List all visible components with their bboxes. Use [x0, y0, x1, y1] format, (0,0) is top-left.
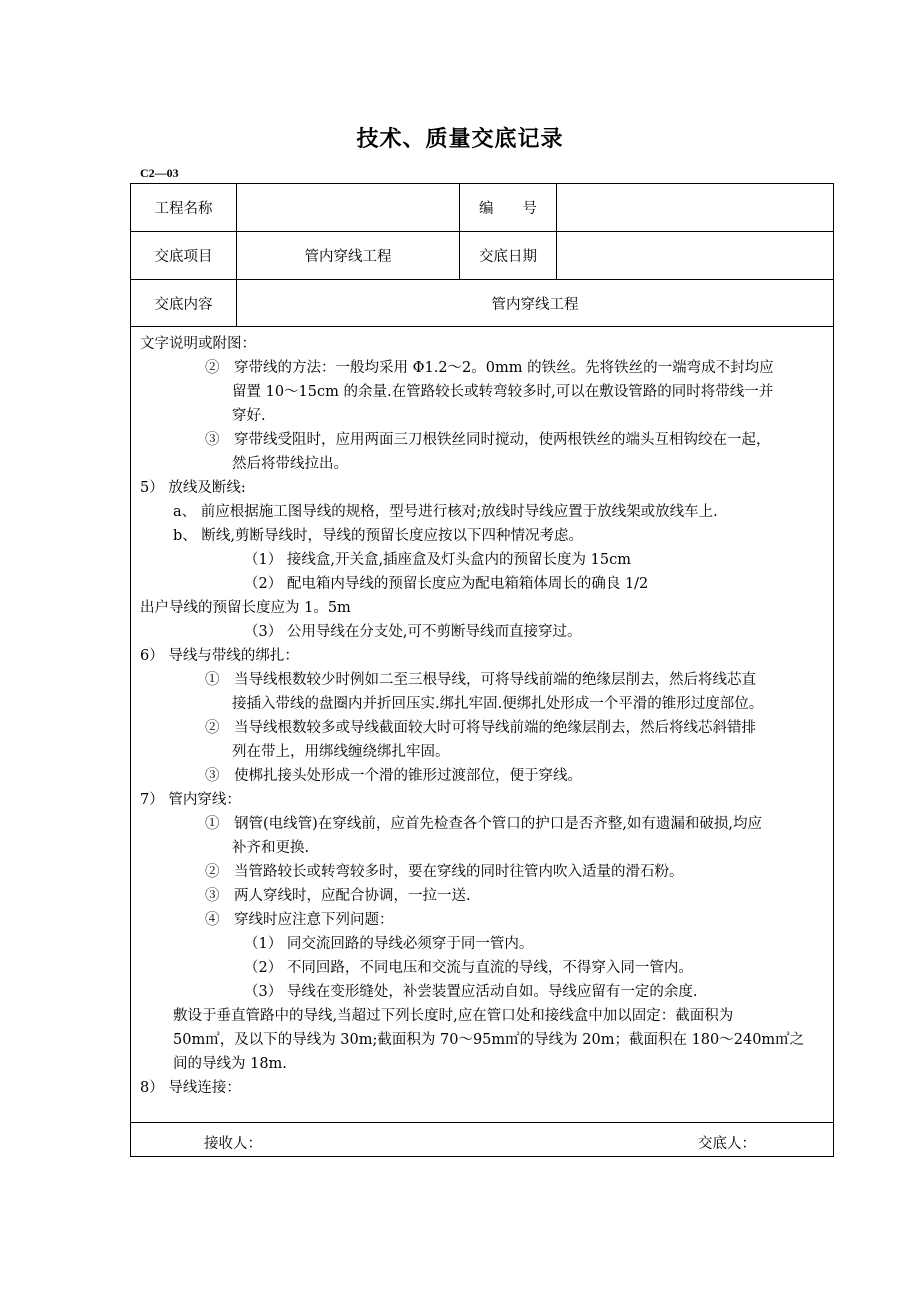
body-line: 补齐和更换.: [232, 840, 310, 856]
project-name-value: [237, 184, 459, 231]
body-line: 然后将带线拉出。: [232, 456, 348, 472]
item-label: 交底项目: [154, 249, 213, 265]
body-line: （2） 不同回路，不同电压和交流与直流的导线，不得穿入同一管内。: [244, 960, 693, 976]
body-line: 列在带上，用绑线缠绕绑扎牢固。: [232, 744, 450, 760]
record-table: [130, 183, 834, 1157]
body-line: 5） 放线及断线:: [140, 480, 246, 496]
body-line: ② 穿带线的方法：一般均采用 Φ1.2～2。0mm 的铁丝。先将铁丝的一端弯成不封均应: [205, 360, 774, 376]
body-line: 穿好.: [232, 408, 266, 424]
row-divider: [131, 1122, 833, 1123]
body-line: （1） 同交流回路的导线必须穿于同一管内。: [244, 936, 534, 952]
body-line: ① 钢管(电线管)在穿线前，应首先检查各个管口的护口是否齐整,如有遗漏和破损,均应: [205, 816, 763, 832]
project-name-label: 工程名称: [154, 201, 213, 217]
body-line: 文字说明或附图：: [140, 336, 256, 352]
body-line: ③ 两人穿线时，应配合协调，一拉一送.: [205, 888, 471, 904]
body-line: （3） 导线在变形缝处，补尝装置应活动自如。导线应留有一定的余度.: [244, 984, 698, 1000]
body-line: ③ 使梆扎接头处形成一个滑的锥形过渡部位，便于穿线。: [205, 768, 582, 784]
body-line: a、 前应根据施工图导线的规格，型号进行核对;放线时导线应置于放线架或放线车上.: [173, 504, 718, 520]
body-line: b、 断线,剪断导线时，导线的预留长度应按以下四种情况考虑。: [173, 528, 583, 544]
body-line: ② 当导线根数较多或导线截面较大时可将导线前端的绝缘层削去，然后将线芯斜错排: [205, 720, 756, 736]
body-line: （2） 配电箱内导线的预留长度应为配电箱箱体周长的确良 1/2: [244, 576, 649, 592]
body-line: ③ 穿带线受阻时，应用两面三刀根铁丝同时搅动，使两根铁丝的端头互相钩绞在一起，: [205, 432, 771, 448]
body-line: 6） 导线与带线的绑扎：: [140, 648, 299, 664]
date-value: [557, 232, 833, 279]
discloser-label: 交底人：: [698, 1136, 756, 1152]
document-title: 技术、质量交底记录: [356, 127, 564, 152]
body-line: ① 当导线根数较少时例如二至三根导线，可将导线前端的绝缘层削去，然后将线芯直: [205, 672, 756, 688]
item-value: 管内穿线工程: [304, 249, 392, 265]
body-line: ② 当管路较长或转弯较多时，要在穿线的同时往管内吹入适量的滑石粉。: [205, 864, 684, 880]
body-line: （1） 接线盒,开关盒,插座盒及灯头盒内的预留长度为 15cm: [244, 552, 631, 568]
body-line: 出户导线的预留长度应为 1。5m: [140, 600, 351, 616]
body-line: 8） 导线连接：: [140, 1080, 241, 1096]
form-code: C2—03: [140, 166, 179, 180]
receiver-label: 接收人：: [204, 1136, 262, 1152]
body-line: （3） 公用导线在分支处,可不剪断导线而直接穿过。: [244, 624, 582, 640]
number-value: [557, 184, 833, 231]
body-line: 敷设于垂直管路中的导线,当超过下列长度时,应在管口处和接线盒中加以固定：截面积为: [173, 1008, 734, 1024]
body-line: ④ 穿线时应注意下列问题：: [205, 912, 394, 928]
content-value: 管内穿线工程: [491, 296, 579, 313]
body-line: 间的导线为 18m.: [173, 1056, 287, 1072]
body-line: 7） 管内穿线：: [140, 792, 241, 808]
date-label: 交底日期: [479, 249, 537, 265]
number-label: 编 号: [479, 201, 537, 217]
body-line: 留置 10～15cm 的余量.在管路较长或转弯较多时,可以在敷设管路的同时将带线一并: [232, 384, 774, 400]
row-divider: [131, 326, 833, 327]
body-line: 50m㎡，及以下的导线为 30m;截面积为 70～95m㎡的导线为 20m；截面积在 180～240m㎡之: [173, 1032, 805, 1048]
content-label: 交底内容: [154, 296, 213, 313]
body-line: 接插入带线的盘圈内并折回压实.绑扎牢固.便绑扎处形成一个平滑的锥形过度部位。: [232, 696, 764, 712]
